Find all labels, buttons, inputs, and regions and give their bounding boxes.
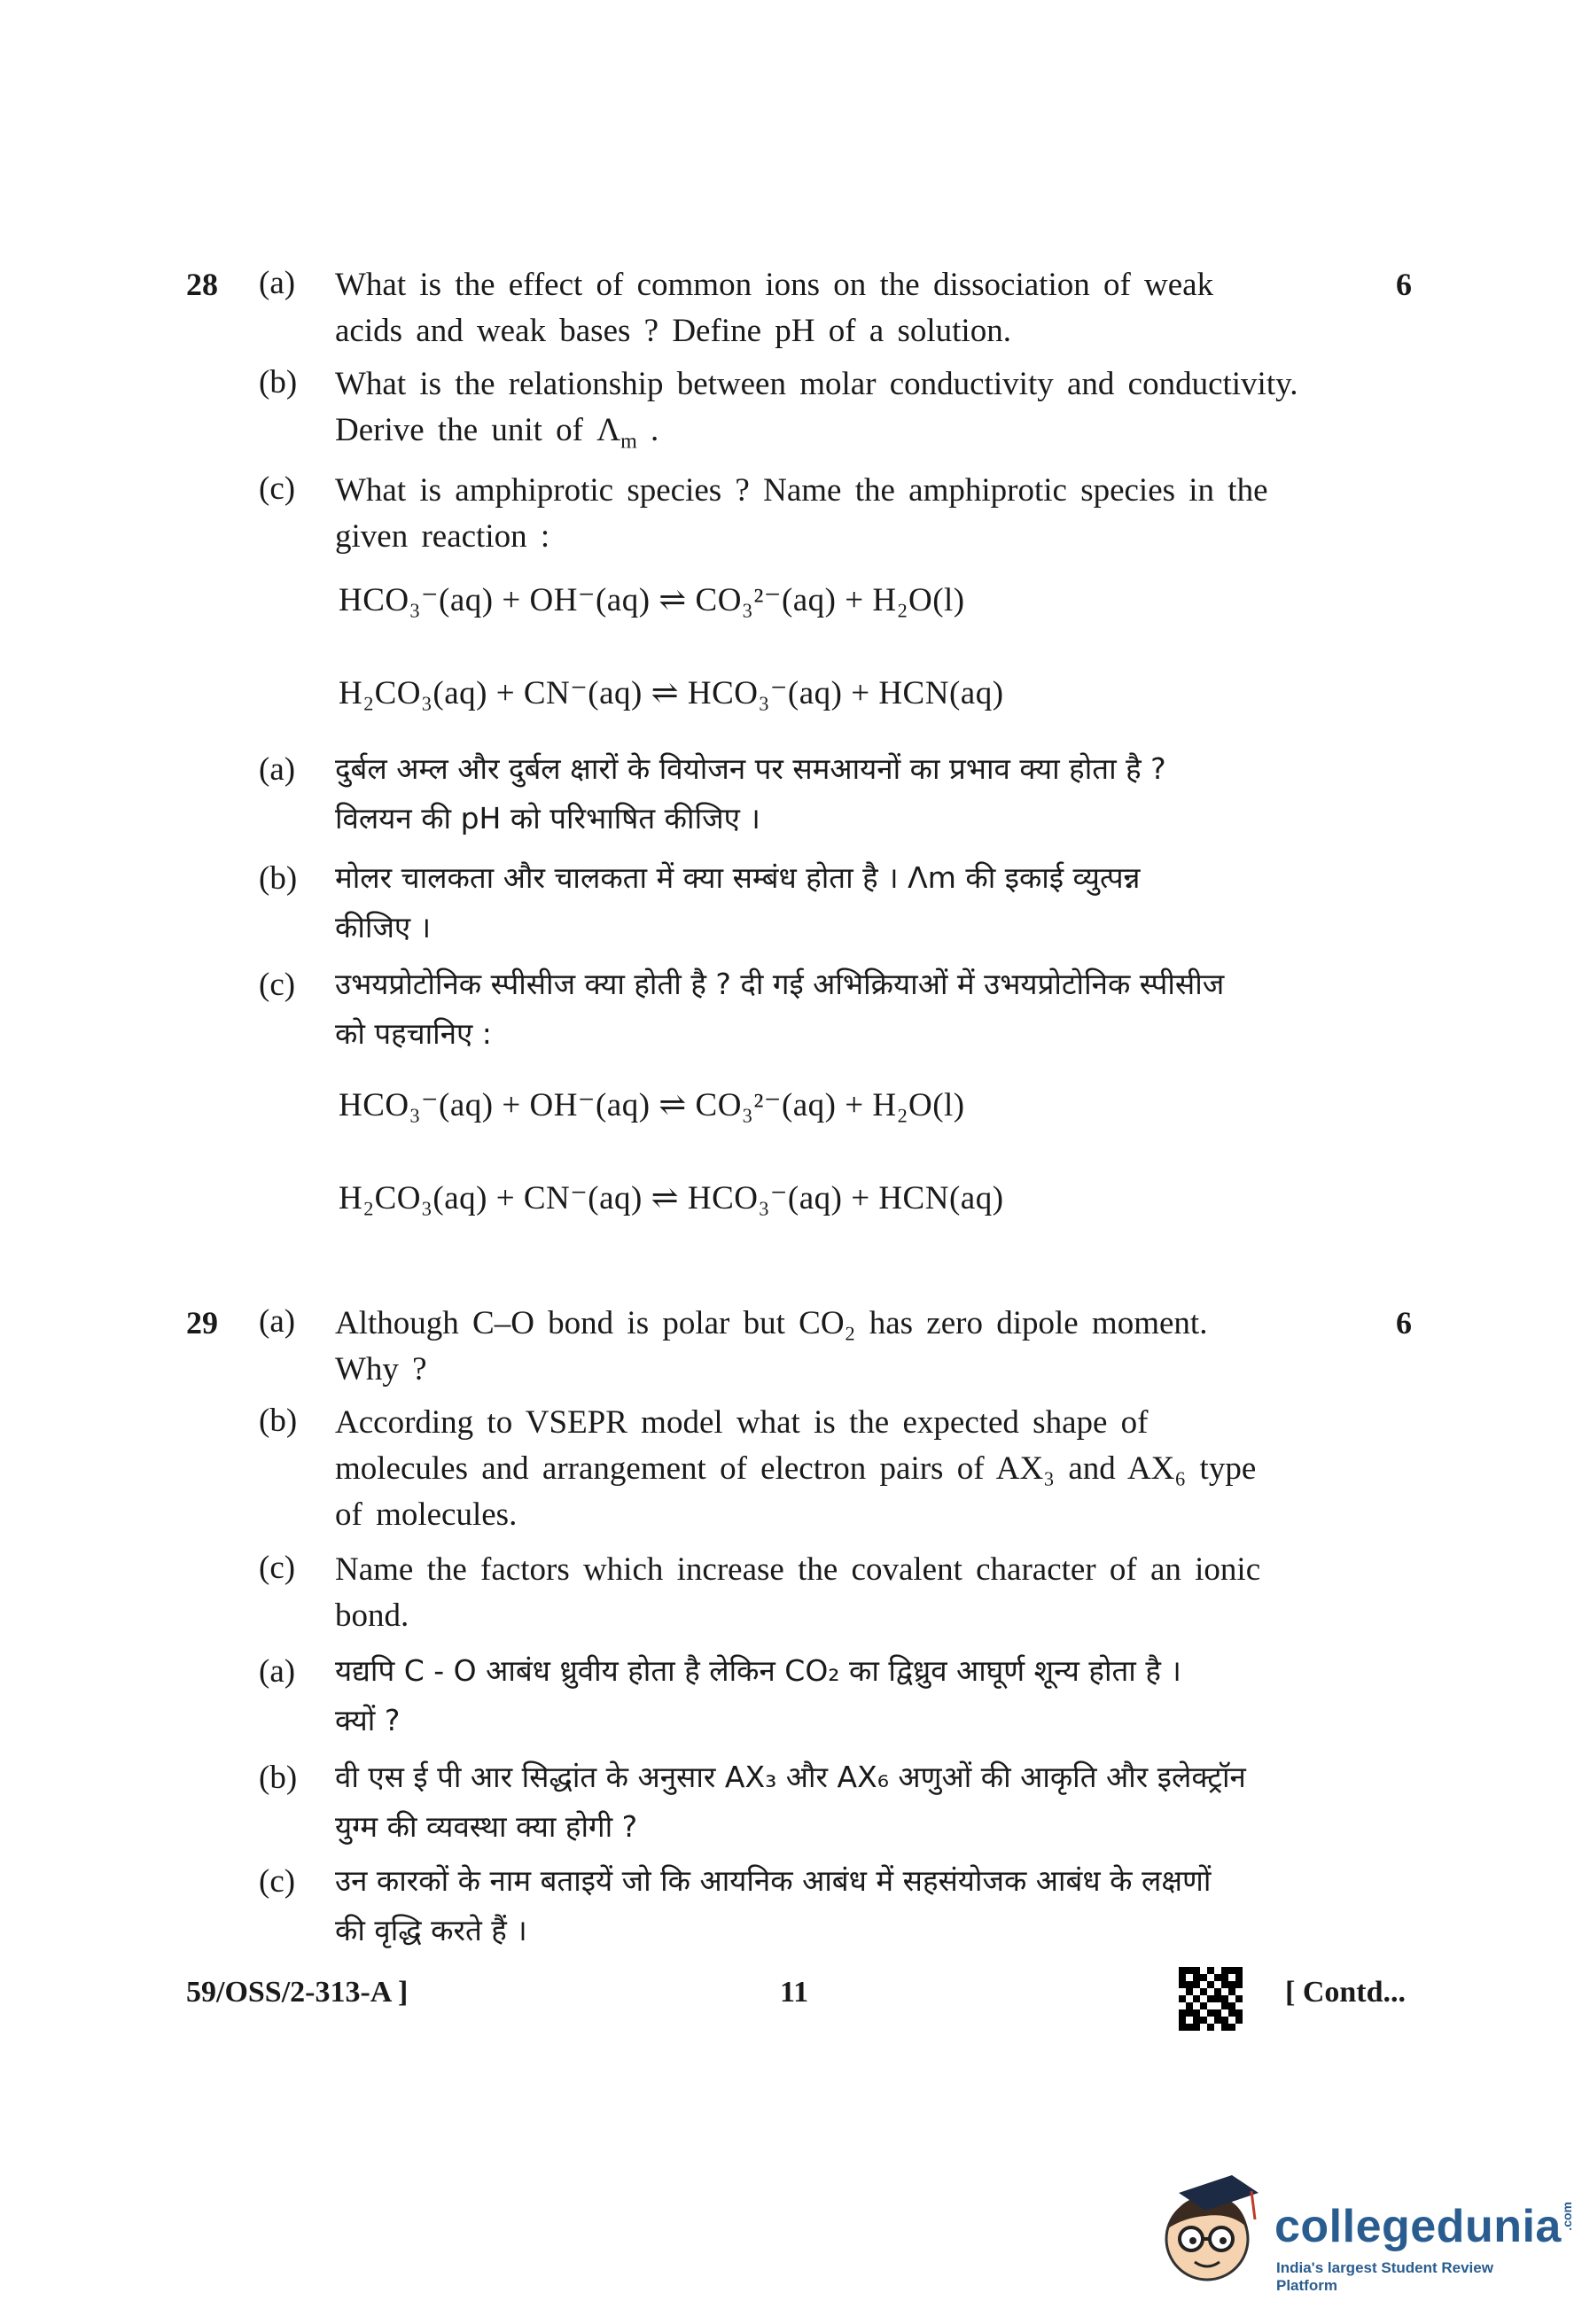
text-line: क्यों ?: [335, 1703, 401, 1737]
mascot-icon: [1152, 2166, 1267, 2299]
paper-code: 59/OSS/2-313-A ]: [186, 1976, 409, 2009]
question-29c-en: [335, 1547, 1260, 1639]
text-line: को पहचानिए :: [335, 1016, 492, 1051]
collegedunia-logo: [1152, 2166, 1574, 2308]
question-28b-hi: [335, 853, 1140, 952]
text-line: molecules and arrangement of electron pairs of AX₃ and AX₆ type: [335, 1450, 1257, 1487]
text-line: यद्यपि C - O आबंध ध्रुवीय होता है लेकिन CO₂ का द्विध्रुव आघूर्ण शून्य होता है ।: [335, 1653, 1181, 1688]
question-number-28: 28: [186, 267, 218, 302]
sub-label-29b-hi: (b): [259, 1760, 298, 1796]
text-line: मोलर चालकता और चालकता में क्या सम्बंध होता है । Λm की इकाई व्युत्पन्न: [335, 860, 1141, 895]
qr-code-icon: [1179, 1967, 1243, 2031]
question-28a-hi: [335, 744, 1166, 843]
text-line: Name the factors which increase the covalent character of an ionic: [335, 1551, 1261, 1588]
question-28c-hi: [335, 960, 1224, 1059]
question-29c-hi: [335, 1856, 1211, 1955]
sub-label-28a-hi: (a): [259, 751, 296, 788]
text-line: given reaction :: [335, 518, 550, 555]
question-29b-hi: [335, 1753, 1246, 1852]
marks-q29: 6: [1396, 1305, 1412, 1341]
sub-label-29c-en: (c): [259, 1550, 296, 1586]
sub-label-28a-en: (a): [259, 265, 296, 301]
text-line: Why ?: [335, 1351, 427, 1387]
contd-label: [ Contd...: [1285, 1976, 1407, 2009]
text-line: वी एस ई पी आर सिद्धांत के अनुसार AX₃ और AX₆ अणुओं की आकृति और इलेक्ट्रॉन: [335, 1760, 1246, 1794]
question-29a-hi: [335, 1646, 1181, 1745]
sub-label-29a-hi: (a): [259, 1653, 296, 1690]
equation-2: H₂CO₃(aq) + CN⁻(aq) ⇌ HCO₃⁻(aq) + HCN(aq): [339, 675, 1004, 711]
sub-label-29c-hi: (c): [259, 1863, 296, 1900]
text-line: What is the effect of common ions on the dissociation of weak: [335, 267, 1214, 303]
logo-suffix: .com: [1560, 2202, 1574, 2231]
question-28a-en: [335, 262, 1213, 354]
text-line: विलयन की pH को परिभाषित कीजिए ।: [335, 801, 760, 836]
text-line: उभयप्रोटोनिक स्पीसीज क्या होती है ? दी गई अभिक्रियाओं में उभयप्रोटोनिक स्पीसीज: [335, 967, 1225, 1001]
text-fragment: Derive the unit of Λ: [335, 412, 621, 448]
sub-label-28c-hi: (c): [259, 967, 296, 1003]
sub-label-28b-hi: (b): [259, 860, 298, 897]
equation-4: H₂CO₃(aq) + CN⁻(aq) ⇌ HCO₃⁻(aq) + HCN(aq): [339, 1180, 1004, 1216]
text-line: What is the relationship between molar conductivity and conductivity.: [335, 366, 1298, 402]
logo-name: collegedunia: [1274, 2201, 1562, 2252]
text-line: Although C–O bond is polar but CO₂ has zero dipole moment.: [335, 1305, 1208, 1341]
equation-1: HCO₃⁻(aq) + OH⁻(aq) ⇌ CO₃²⁻(aq) + H₂O(l): [339, 582, 965, 618]
sub-label-29a-en: (a): [259, 1303, 296, 1340]
question-28c-en: [335, 468, 1268, 560]
text-line: of molecules.: [335, 1496, 518, 1533]
text-line: युग्म की व्यवस्था क्या होगी ?: [335, 1809, 638, 1844]
text-line: What is amphiprotic species ? Name the amphiprotic species in the: [335, 472, 1268, 509]
text-line: bond.: [335, 1597, 409, 1634]
text-fragment: .: [636, 412, 659, 448]
sub-label-28c-en: (c): [259, 470, 296, 507]
text-line: acids and weak bases ? Define pH of a solution.: [335, 313, 1011, 349]
question-29a-en: [335, 1301, 1207, 1393]
page-number: 11: [780, 1976, 809, 2009]
marks-q28: 6: [1396, 267, 1412, 302]
text-line: [335, 408, 1298, 464]
sub-label-28b-en: (b): [259, 364, 298, 400]
question-28b-en: [335, 361, 1298, 464]
text-line: उन कारकों के नाम बताइयें जो कि आयनिक आबंध में सहसंयोजक आबंध के लक्षणों: [335, 1863, 1212, 1898]
sub-label-29b-en: (b): [259, 1403, 298, 1439]
question-number-29: 29: [186, 1305, 218, 1341]
text-line: की वृद्धि करते हैं ।: [335, 1913, 527, 1947]
text-line: According to VSEPR model what is the expected shape of: [335, 1404, 1149, 1441]
equation-3: HCO₃⁻(aq) + OH⁻(aq) ⇌ CO₃²⁻(aq) + H₂O(l): [339, 1087, 965, 1123]
logo-tagline: India's largest Student Review Platform: [1276, 2259, 1493, 2294]
question-29b-en: [335, 1400, 1256, 1538]
text-line: कीजिए ।: [335, 910, 432, 944]
text-line: दुर्बल अम्ल और दुर्बल क्षारों के वियोजन पर समआयनों का प्रभाव क्या होता है ?: [335, 751, 1166, 786]
subscript: m: [620, 430, 637, 454]
